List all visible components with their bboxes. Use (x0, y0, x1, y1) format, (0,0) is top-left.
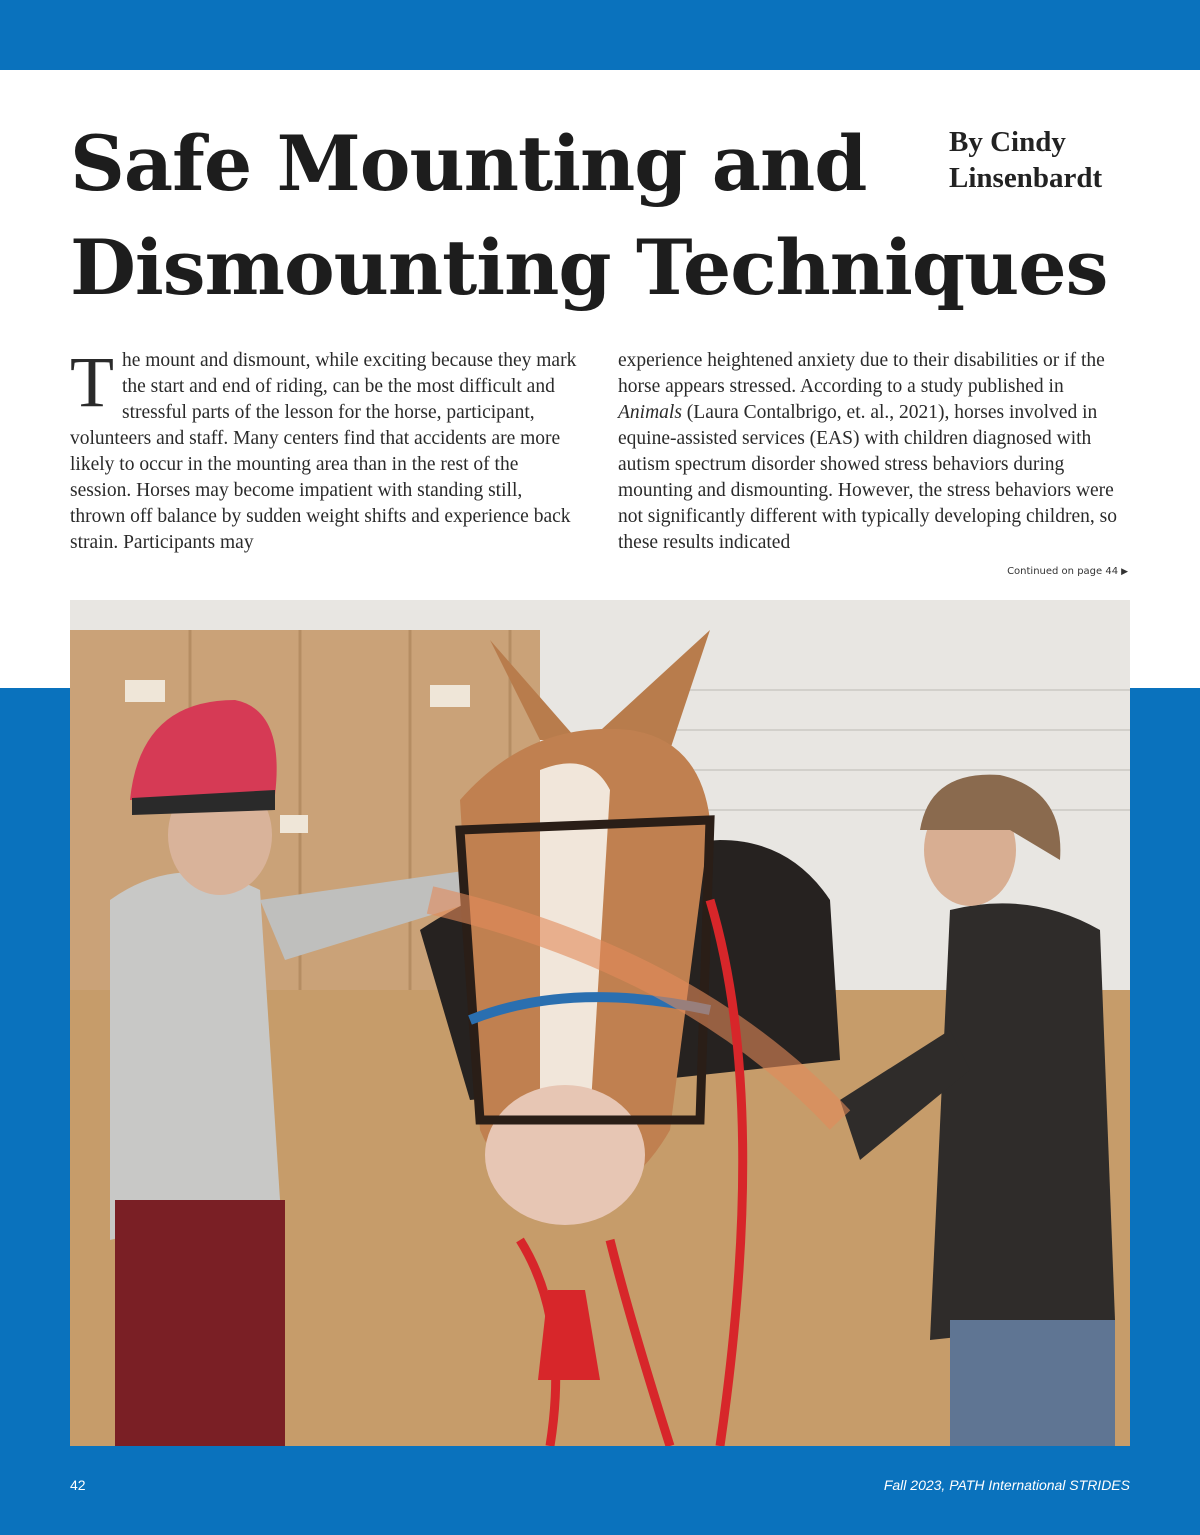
article-photo (70, 600, 1130, 1446)
drop-cap: T (70, 342, 114, 422)
article-title: Safe Mounting and Dismounting Techniques (70, 119, 1108, 312)
left-column-text: he mount and dismount, while exciting because they mark the start and end of riding, can be the most difficult and stressful parts of the lesson for the horse, participant, volunteers and staff. Many centers find that accidents are more likely to occur in the mounting area than in the rest of the session. Horses may become impatient with standing still, thrown off balance by sudden weight shifts and experience back strain. Participants may (70, 350, 577, 553)
body-column-right (618, 348, 1130, 556)
continued-label: Continued on page 44 (1007, 566, 1119, 577)
continued-link[interactable] (1007, 566, 1128, 577)
triangle-right-icon: ▶ (1121, 567, 1128, 577)
right-column-text-b: (Laura Contalbrigo, et. al., 2021), horses involved in equine-assisted services (EAS) with children diagnosed with autism spectrum disorder showed stress behaviors during mounting and dismounting. However, the stress behaviors were not significantly different with typically developing children, so these results indicated (618, 402, 1117, 553)
article-byline: By Cindy Linsenbardt (949, 126, 1103, 194)
issue-line: Fall 2023, PATH International STRIDES (883, 1477, 1130, 1493)
journal-name: Animals (618, 402, 682, 423)
photo-illustration (70, 600, 1130, 1446)
top-color-band (0, 0, 1200, 70)
body-column-left (70, 342, 582, 556)
right-column-text-a: experience heightened anxiety due to their disabilities or if the horse appears stressed. According to a study published in (618, 350, 1105, 397)
page-number: 42 (70, 1477, 86, 1493)
